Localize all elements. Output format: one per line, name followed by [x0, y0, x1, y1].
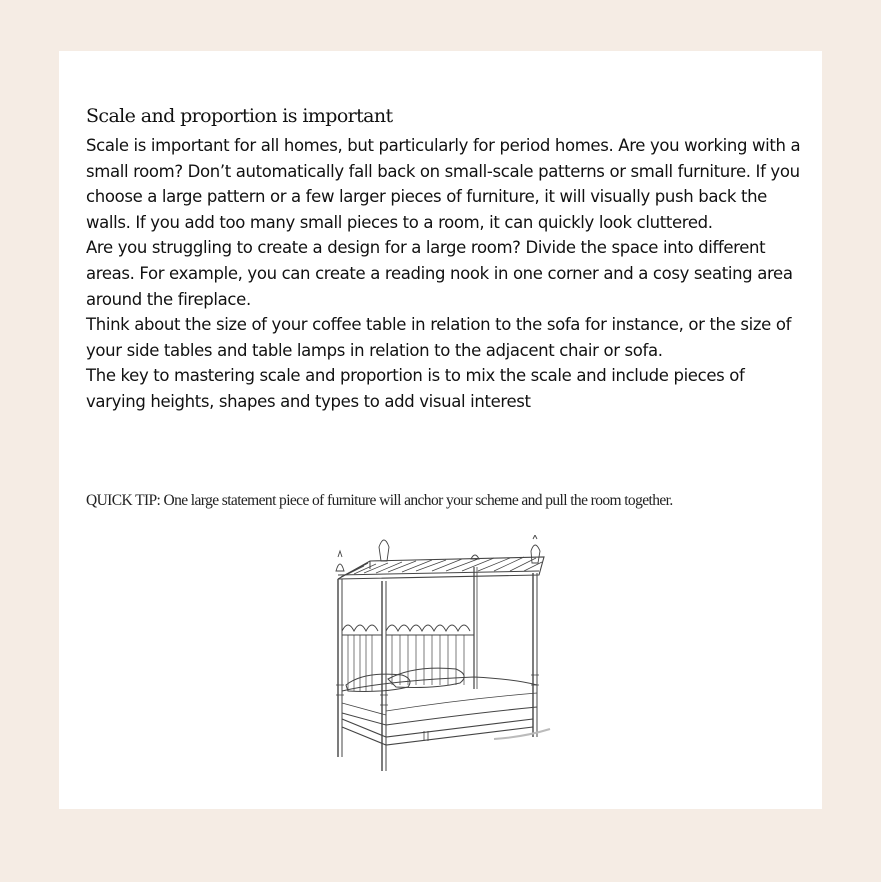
paragraph-large-room: Are you struggling to create a design for a large room? Divide the space into different areas. For example, you can create a reading nook in one corner and a cosy seating area around the fireplace. — [86, 238, 793, 309]
body-text — [86, 133, 806, 415]
quick-tip: QUICK TIP: One large statement piece of furniture will anchor your scheme and pull the room together. — [86, 492, 673, 509]
paragraph-key: The key to mastering scale and proportion is to mix the scale and include pieces of varying heights, shapes and types to add visual interest — [86, 366, 745, 411]
content-card — [59, 51, 822, 809]
paragraph-scale: Scale is important for all homes, but particularly for period homes. Are you working with a small room? Don’t automatically fall back on small-scale patterns or small furniture. If you choose a large pattern or a few larger pieces of furniture, it will visually push back the walls. If you add too many small pieces to a room, it can quickly look cluttered. — [86, 136, 801, 232]
four-poster-bed-illustration — [324, 535, 560, 771]
section-heading: Scale and proportion is important — [86, 105, 393, 127]
paragraph-coffee-table: Think about the size of your coffee table in relation to the sofa for instance, or the size of your side tables and table lamps in relation to the adjacent chair or sofa. — [86, 315, 792, 360]
